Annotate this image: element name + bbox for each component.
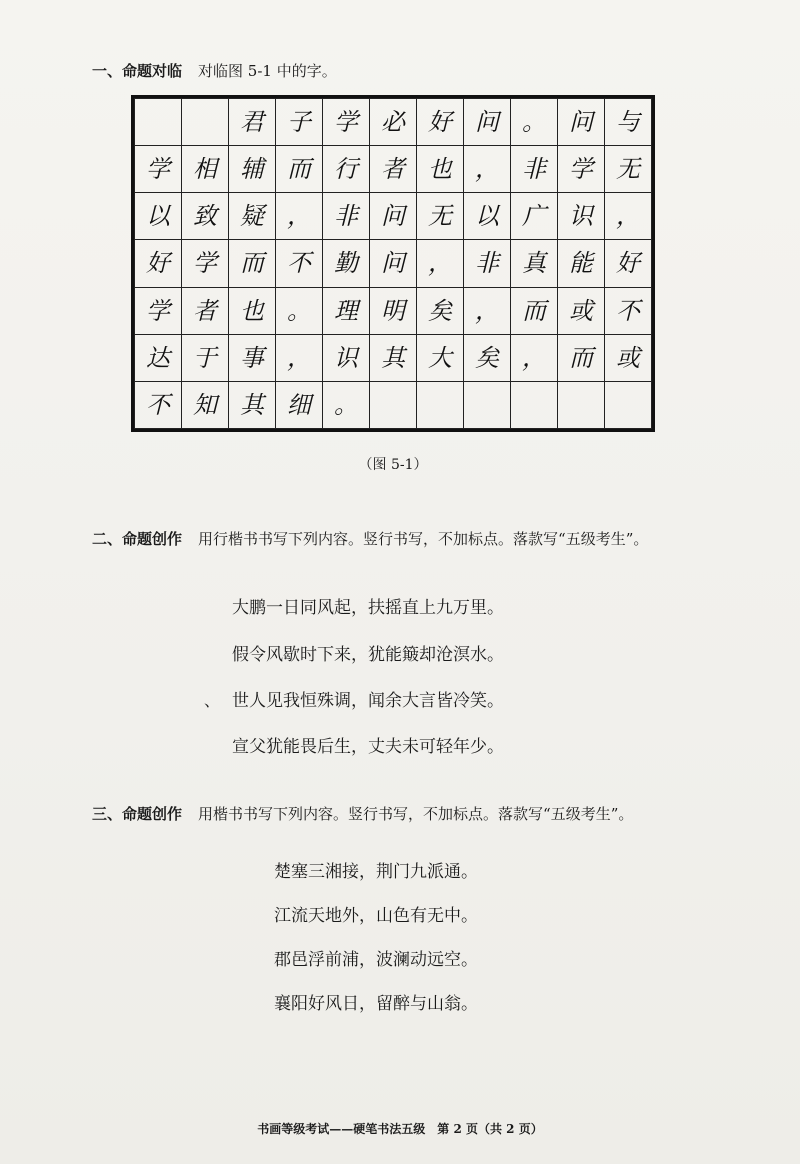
grid-cell: 以 [464,193,511,240]
grid-cell: 也 [229,287,276,334]
grid-cell: 而 [558,334,605,381]
grid-cell: 明 [370,287,417,334]
section-1-heading [92,60,337,82]
grid-cell: ， [464,146,511,193]
grid-cell: 。 [511,99,558,146]
grid-cell: ， [464,287,511,334]
section-2-instruction: 用行楷书书写下列内容。竖行书写，不加标点。落款写“五级考生”。 [198,530,649,548]
section-3-heading [92,803,633,825]
grid-cell: 子 [276,99,323,146]
grid-cell: 学 [135,146,182,193]
grid-cell: 与 [605,99,652,146]
grid-cell: 相 [182,146,229,193]
section-3-number: 三、 [92,805,123,823]
poem-2-line-2: 江流天地外，山色有无中。 [274,906,478,926]
grid-cell: 识 [558,193,605,240]
grid-cell [417,381,464,428]
grid-cell: 或 [605,334,652,381]
grid-row [135,381,652,428]
grid-cell: 矣 [417,287,464,334]
grid-cell: 好 [135,240,182,287]
grid-cell: 于 [182,334,229,381]
grid-cell: 疑 [229,193,276,240]
grid-row [135,287,652,334]
grid-cell [135,99,182,146]
grid-cell: 真 [511,240,558,287]
grid-row [135,240,652,287]
grid-cell: 学 [182,240,229,287]
grid-cell: 不 [135,381,182,428]
grid-cell: 行 [323,146,370,193]
poem-2-line-4: 襄阳好风日，留醉与山翁。 [274,994,478,1014]
grid-cell: 无 [417,193,464,240]
section-2-heading [92,522,732,556]
grid-row [135,146,652,193]
poem-1-line-1: 大鹏一日同风起，扶摇直上九万里。 [232,598,504,618]
grid-cell [558,381,605,428]
grid-cell: ， [511,334,558,381]
grid-cell [464,381,511,428]
grid-cell: 好 [605,240,652,287]
section-1-number: 一、 [92,62,123,80]
grid-cell: 非 [511,146,558,193]
grid-cell: 者 [370,146,417,193]
grid-cell [605,381,652,428]
grid-cell: 能 [558,240,605,287]
grid-cell: 者 [182,287,229,334]
grid-cell: 而 [229,240,276,287]
grid-cell: 问 [558,99,605,146]
figure-caption: （图 5-1） [358,457,428,473]
grid-cell: 非 [464,240,511,287]
grid-cell: 而 [276,146,323,193]
poem-2-line-3: 郡邑浮前浦，波澜动远空。 [274,950,478,970]
grid-cell: 勤 [323,240,370,287]
grid-cell: 大 [417,334,464,381]
grid-cell: 学 [558,146,605,193]
grid-row [135,334,652,381]
stray-mark: 、 [204,691,221,710]
grid-cell: 。 [276,287,323,334]
grid-cell: 广 [511,193,558,240]
grid-cell: 理 [323,287,370,334]
grid-cell: 。 [323,381,370,428]
page-footer: 书画等级考试——硬笔书法五级 第 2 页（共 2 页） [257,1122,543,1136]
grid-cell: ， [276,193,323,240]
poem-2-line-1: 楚塞三湘接，荆门九派通。 [274,862,478,882]
grid-cell: ， [276,334,323,381]
grid-cell [511,381,558,428]
grid-cell: 识 [323,334,370,381]
grid-cell: 细 [276,381,323,428]
grid-cell: 知 [182,381,229,428]
section-3-title: 命题创作 [122,805,183,823]
grid-cell: 不 [276,240,323,287]
grid-cell: ， [417,240,464,287]
grid-cell: 问 [370,240,417,287]
grid-cell: ， [605,193,652,240]
grid-cell: 问 [464,99,511,146]
grid-cell [182,99,229,146]
grid-cell: 以 [135,193,182,240]
grid-row [135,193,652,240]
section-1-instruction: 对临图 5-1 中的字。 [198,62,337,80]
grid-cell: 矣 [464,334,511,381]
poem-1-line-3: 世人见我恒殊调，闻余大言皆冷笑。 [232,691,504,711]
grid-cell: 而 [511,287,558,334]
grid-cell: 君 [229,99,276,146]
grid-cell: 不 [605,287,652,334]
grid-cell: 无 [605,146,652,193]
copy-grid [131,95,655,432]
section-3-instruction: 用楷书书写下列内容。竖行书写，不加标点。落款写“五级考生”。 [198,805,634,823]
grid-cell: 学 [135,287,182,334]
poem-1-line-4: 宣父犹能畏后生，丈夫未可轻年少。 [232,737,504,757]
grid-cell: 致 [182,193,229,240]
grid-cell: 达 [135,334,182,381]
copy-grid-table [134,98,652,429]
grid-cell: 学 [323,99,370,146]
section-1-title: 命题对临 [122,62,183,80]
grid-cell: 辅 [229,146,276,193]
grid-cell: 非 [323,193,370,240]
grid-row [135,99,652,146]
grid-cell [370,381,417,428]
poem-1-line-2: 假令风歇时下来，犹能簸却沧溟水。 [232,645,504,665]
grid-cell: 问 [370,193,417,240]
grid-cell: 或 [558,287,605,334]
grid-cell: 必 [370,99,417,146]
section-2-title: 命题创作 [122,530,183,548]
grid-cell: 也 [417,146,464,193]
section-2-number: 二、 [92,530,123,548]
grid-cell: 事 [229,334,276,381]
grid-cell: 好 [417,99,464,146]
grid-cell: 其 [229,381,276,428]
grid-cell: 其 [370,334,417,381]
